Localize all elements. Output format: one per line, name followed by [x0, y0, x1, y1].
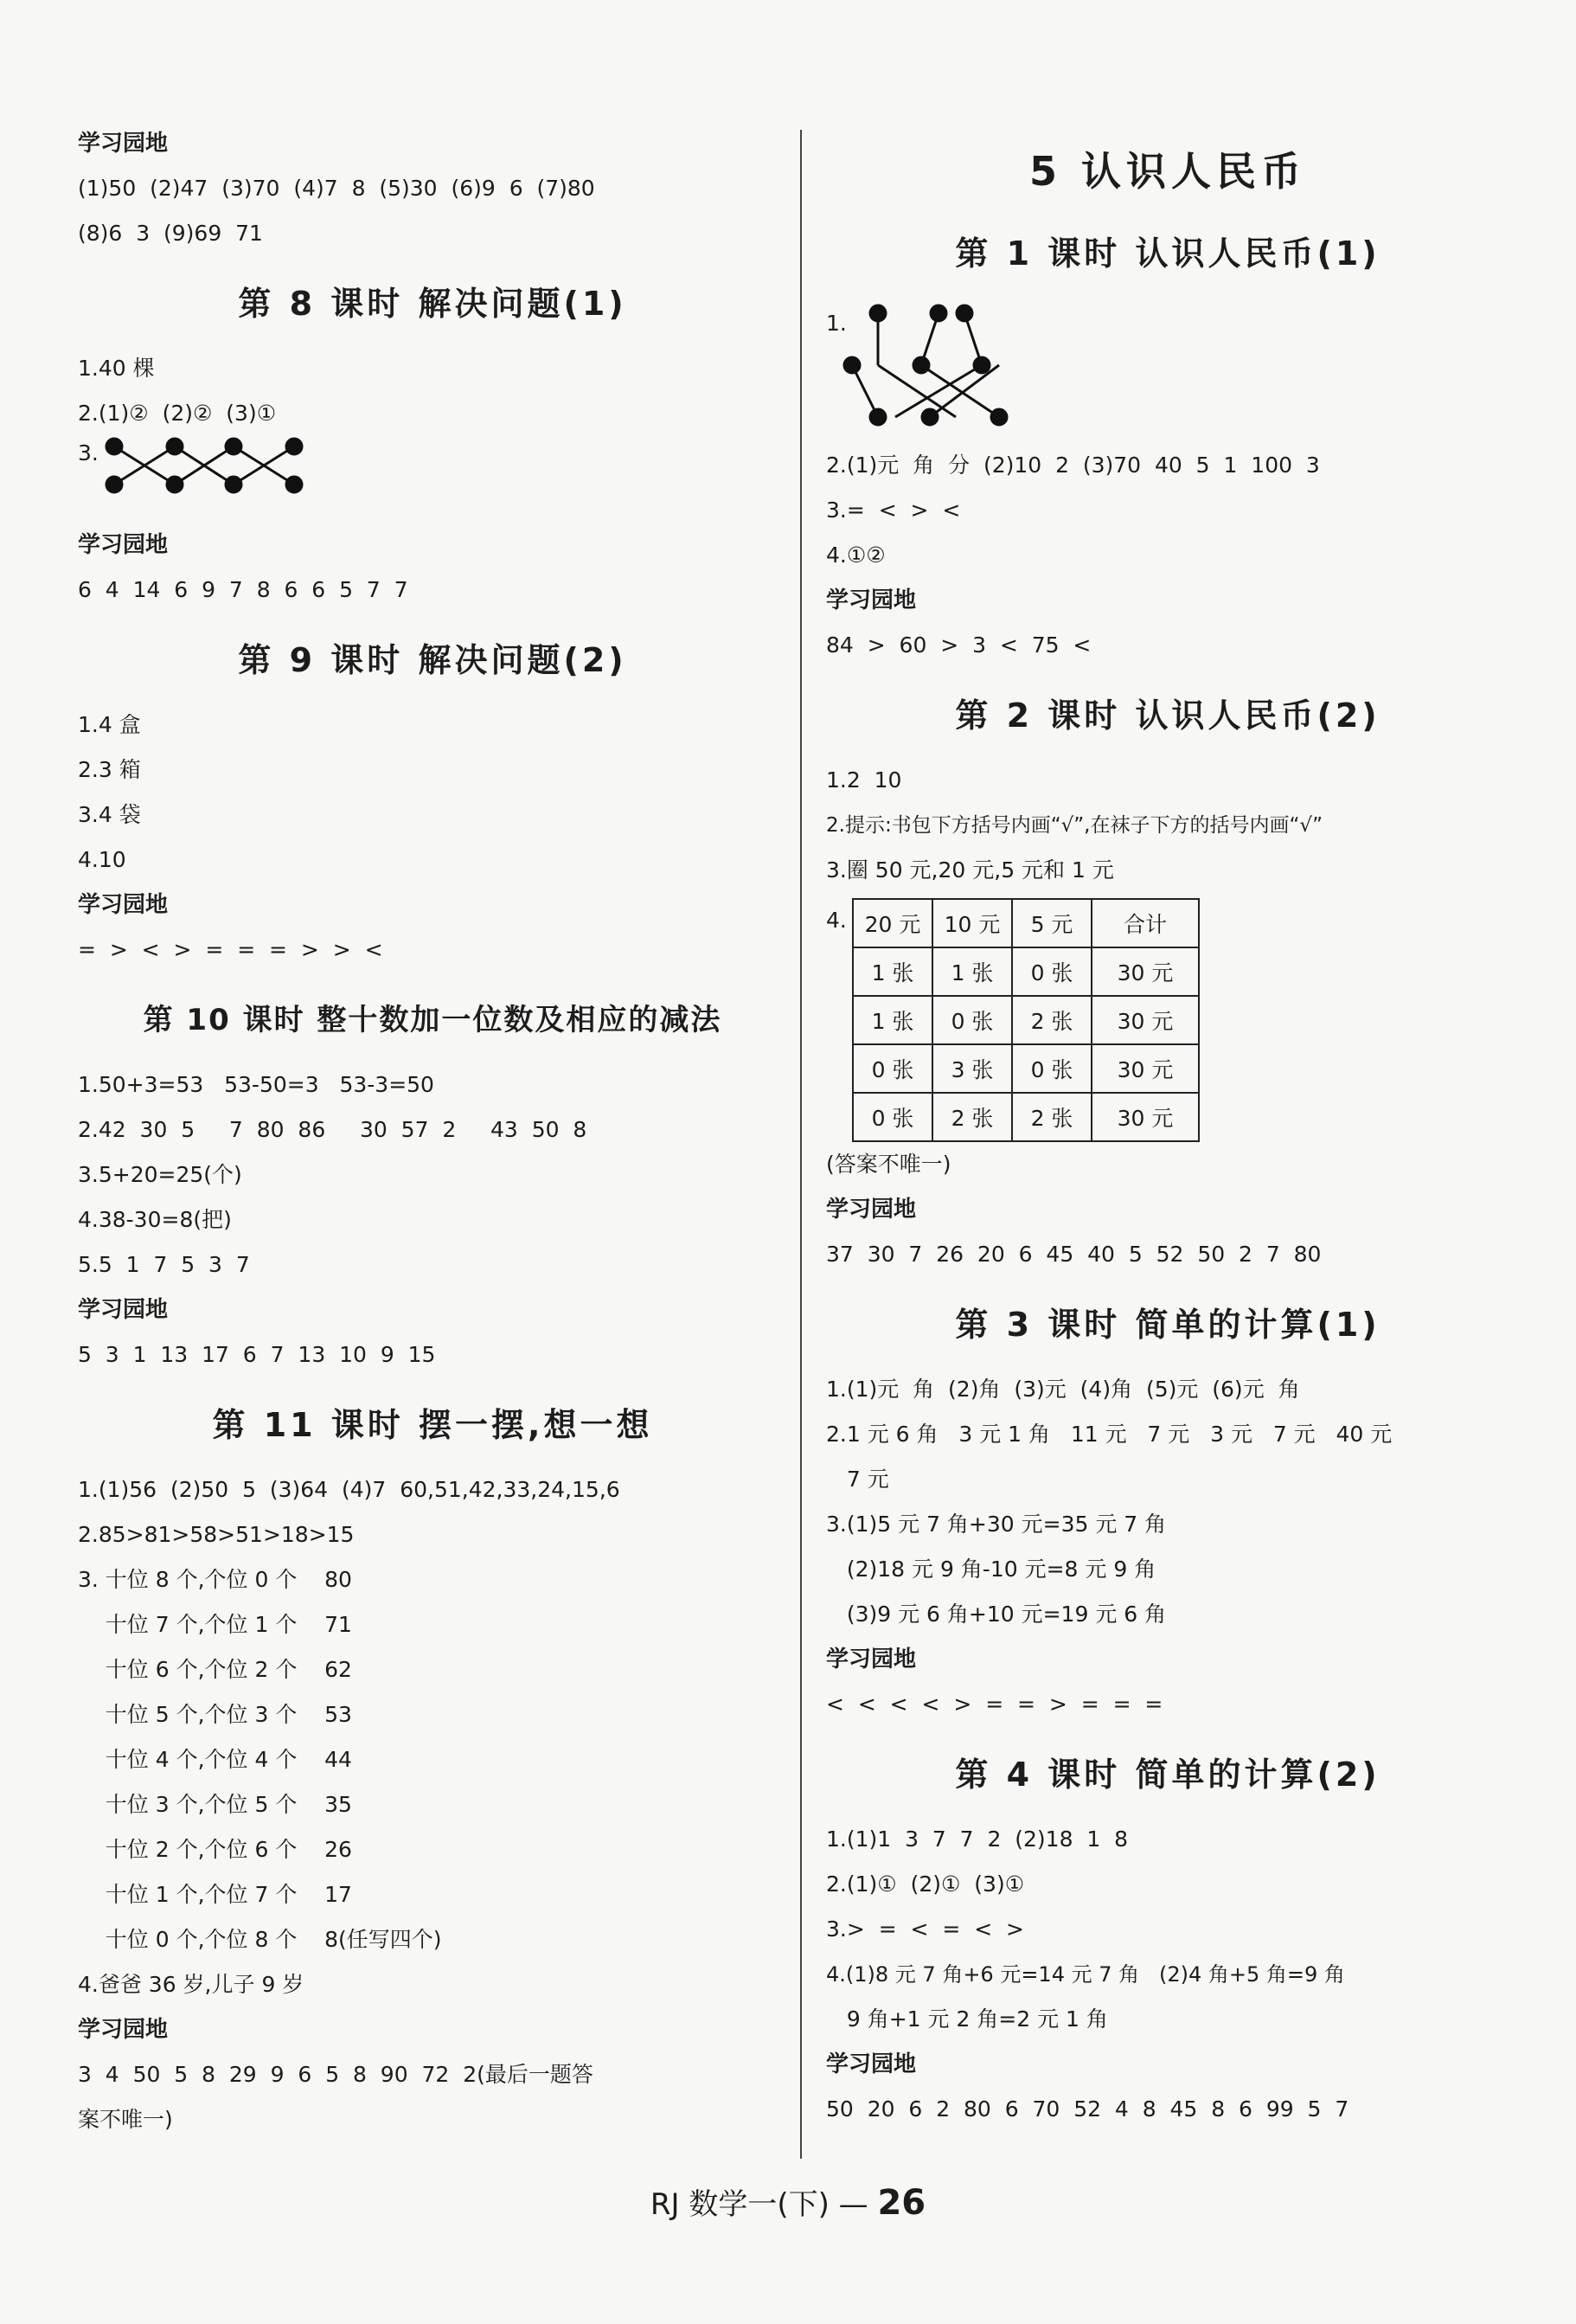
money-combination-table — [852, 898, 1200, 1142]
table-cell: 1 张 — [853, 996, 932, 1044]
table-cell: 3 张 — [932, 1044, 1012, 1093]
table-cell: 2 张 — [932, 1093, 1012, 1141]
answer-line: 3.= < > < — [826, 498, 961, 523]
table-row — [853, 996, 1199, 1044]
dots-lines-svg — [826, 296, 1051, 443]
table-cell: 0 张 — [1012, 947, 1092, 996]
answer-line: 十位 4 个,个位 4 个 44 — [78, 1747, 352, 1772]
answer-line: 1.50+3=53 53-50=3 53-3=50 — [78, 1072, 434, 1097]
lesson-title: 第 4 课时 简单的计算(2) — [955, 1756, 1381, 1794]
answer-line: 5.5 1 7 5 3 7 — [78, 1252, 250, 1277]
question-number: 3. — [78, 440, 99, 465]
answer-line: 2.3 箱 — [78, 757, 141, 782]
answer-line: 十位 2 个,个位 6 个 26 — [78, 1837, 352, 1862]
table-header-row — [853, 899, 1199, 947]
answer-line: 3. 十位 8 个,个位 0 个 80 — [78, 1567, 352, 1592]
answer-line: 5 3 1 13 17 6 7 13 10 9 15 — [78, 1342, 436, 1367]
section-study-area: 学习园地 — [826, 1197, 917, 1223]
lesson-title: 第 2 课时 认识人民币(2) — [955, 697, 1381, 735]
coin-matching-diagram — [826, 296, 1509, 443]
section-study-area: 学习园地 — [78, 532, 169, 558]
answer-line: 4.①② — [826, 542, 886, 568]
answer-line: 37 30 7 26 20 6 45 40 5 52 50 2 7 80 — [826, 1242, 1322, 1267]
table-cell: 30 元 — [1092, 1044, 1199, 1093]
lesson-title: 第 1 课时 认识人民币(1) — [955, 234, 1381, 273]
answer-line: 2.42 30 5 7 80 86 30 57 2 43 50 8 — [78, 1117, 587, 1142]
money-table-block — [826, 898, 1509, 1142]
table-cell: 0 张 — [1012, 1044, 1092, 1093]
answer-note: (答案不唯一) — [826, 1152, 951, 1177]
section-study-area: 学习园地 — [826, 2051, 917, 2077]
answer-line: 4.10 — [78, 847, 126, 872]
answer-line: (2)18 元 9 角-10 元=8 元 9 角 — [826, 1557, 1156, 1582]
table-cell: 1 张 — [932, 947, 1012, 996]
answer-line: < < < < > = = > = = = — [826, 1692, 1163, 1717]
page-number: 26 — [877, 2183, 926, 2223]
answer-line: (3)9 元 6 角+10 元=19 元 6 角 — [826, 1602, 1167, 1627]
table-row — [853, 1093, 1199, 1141]
answer-line: (8)6 3 (9)69 71 — [78, 221, 263, 246]
matching-diagram — [78, 436, 787, 523]
lesson-title: 第 3 课时 简单的计算(1) — [955, 1306, 1381, 1344]
answer-line: 84 > 60 > 3 < 75 < — [826, 632, 1092, 658]
table-row — [853, 1044, 1199, 1093]
answer-line: 2.提示:书包下方括号内画“√”,在袜子下方的括号内画“√” — [826, 814, 1323, 837]
answer-line: 4.爸爸 36 岁,儿子 9 岁 — [78, 1972, 304, 1997]
lesson-title: 第 11 课时 摆一摆,想一想 — [212, 1406, 653, 1444]
table-cell: 0 张 — [932, 996, 1012, 1044]
table-cell: 2 张 — [1012, 996, 1092, 1044]
table-cell: 1 张 — [853, 947, 932, 996]
answer-line: 十位 1 个,个位 7 个 17 — [78, 1882, 352, 1907]
table-cell: 2 张 — [1012, 1093, 1092, 1141]
answer-line: 案不唯一) — [78, 2107, 173, 2132]
answer-line: 4.38-30=8(把) — [78, 1207, 232, 1232]
lesson-title: 第 10 课时 整十数加一位数及相应的减法 — [143, 1003, 722, 1037]
table-header-cell: 10 元 — [932, 899, 1012, 947]
answer-line: 十位 6 个,个位 2 个 62 — [78, 1657, 352, 1682]
answer-line: 十位 7 个,个位 1 个 71 — [78, 1612, 352, 1637]
answer-line: 2.85>81>58>51>18>15 — [78, 1522, 355, 1547]
answer-line: 6 4 14 6 9 7 8 6 6 5 7 7 — [78, 577, 408, 602]
question-number: 1. — [826, 311, 847, 336]
lesson-title: 第 9 课时 解决问题(2) — [238, 641, 627, 679]
table-cell: 0 张 — [853, 1093, 932, 1141]
answer-line: 2.1 元 6 角 3 元 1 角 11 元 7 元 3 元 7 元 40 元 — [826, 1422, 1393, 1447]
answer-line: 十位 0 个,个位 8 个 8(任写四个) — [78, 1927, 442, 1952]
right-column — [826, 128, 1509, 2132]
footer-label: RJ 数学一(下) — — [650, 2187, 878, 2222]
table-cell: 30 元 — [1092, 996, 1199, 1044]
answer-line: 2.(1)元 角 分 (2)10 2 (3)70 40 5 1 100 3 — [826, 453, 1320, 478]
answer-line: 3.4 袋 — [78, 802, 141, 827]
answer-line: 1.4 盒 — [78, 712, 141, 737]
answer-line: 1.(1)1 3 7 7 2 (2)18 1 8 — [826, 1826, 1129, 1852]
table-header-cell: 5 元 — [1012, 899, 1092, 947]
answer-line: 3.(1)5 元 7 角+30 元=35 元 7 角 — [826, 1512, 1167, 1537]
question-number: 4. — [826, 908, 847, 933]
answer-line: 1.(1)56 (2)50 5 (3)64 (4)7 60,51,42,33,24,15,6 — [78, 1477, 620, 1502]
answer-line: 3 4 50 5 8 29 9 6 5 8 90 72 2(最后一题答 — [78, 2062, 593, 2087]
section-study-area: 学习园地 — [826, 1647, 917, 1672]
answer-line: = > < > = = = > > < — [78, 937, 383, 962]
answer-line: 3.5+20=25(个) — [78, 1162, 242, 1187]
table-cell: 0 张 — [853, 1044, 932, 1093]
column-divider — [800, 130, 802, 2159]
table-cell: 30 元 — [1092, 1093, 1199, 1141]
table-cell: 30 元 — [1092, 947, 1199, 996]
section-study-area: 学习园地 — [78, 131, 169, 157]
section-study-area: 学习园地 — [78, 892, 169, 918]
left-column — [78, 121, 787, 2142]
section-study-area: 学习园地 — [826, 587, 917, 613]
section-study-area: 学习园地 — [78, 2017, 169, 2043]
answer-line: 1.40 棵 — [78, 356, 155, 381]
section-study-area: 学习园地 — [78, 1297, 169, 1323]
answer-line: 4.(1)8 元 7 角+6 元=14 元 7 角 (2)4 角+5 角=9 角 — [826, 1962, 1345, 1987]
answer-line: 9 角+1 元 2 角=2 元 1 角 — [826, 2006, 1108, 2032]
table-header-cell: 合计 — [1092, 899, 1199, 947]
answer-line: 1.2 10 — [826, 767, 902, 793]
answer-line: 1.(1)元 角 (2)角 (3)元 (4)角 (5)元 (6)元 角 — [826, 1377, 1300, 1402]
answer-line: 十位 5 个,个位 3 个 53 — [78, 1702, 352, 1727]
unit-title: 5 认识人民币 — [1028, 148, 1307, 195]
answer-line: 3.圈 50 元,20 元,5 元和 1 元 — [826, 857, 1114, 883]
dots-lines-svg — [78, 436, 337, 523]
answer-line: 7 元 — [826, 1467, 889, 1492]
answer-line: 十位 3 个,个位 5 个 35 — [78, 1792, 352, 1817]
table-header-cell: 20 元 — [853, 899, 932, 947]
answer-line: 2.(1)② (2)② (3)① — [78, 401, 277, 426]
answer-line: 50 20 6 2 80 6 70 52 4 8 45 8 6 99 5 7 — [826, 2096, 1349, 2122]
answer-line: 3.> = < = < > — [826, 1916, 1025, 1942]
table-row — [853, 947, 1199, 996]
lesson-title: 第 8 课时 解决问题(1) — [238, 285, 627, 323]
page-footer — [0, 2180, 1576, 2223]
answer-line: 2.(1)① (2)① (3)① — [826, 1871, 1025, 1897]
answer-line: (1)50 (2)47 (3)70 (4)7 8 (5)30 (6)9 6 (7)80 — [78, 176, 595, 201]
